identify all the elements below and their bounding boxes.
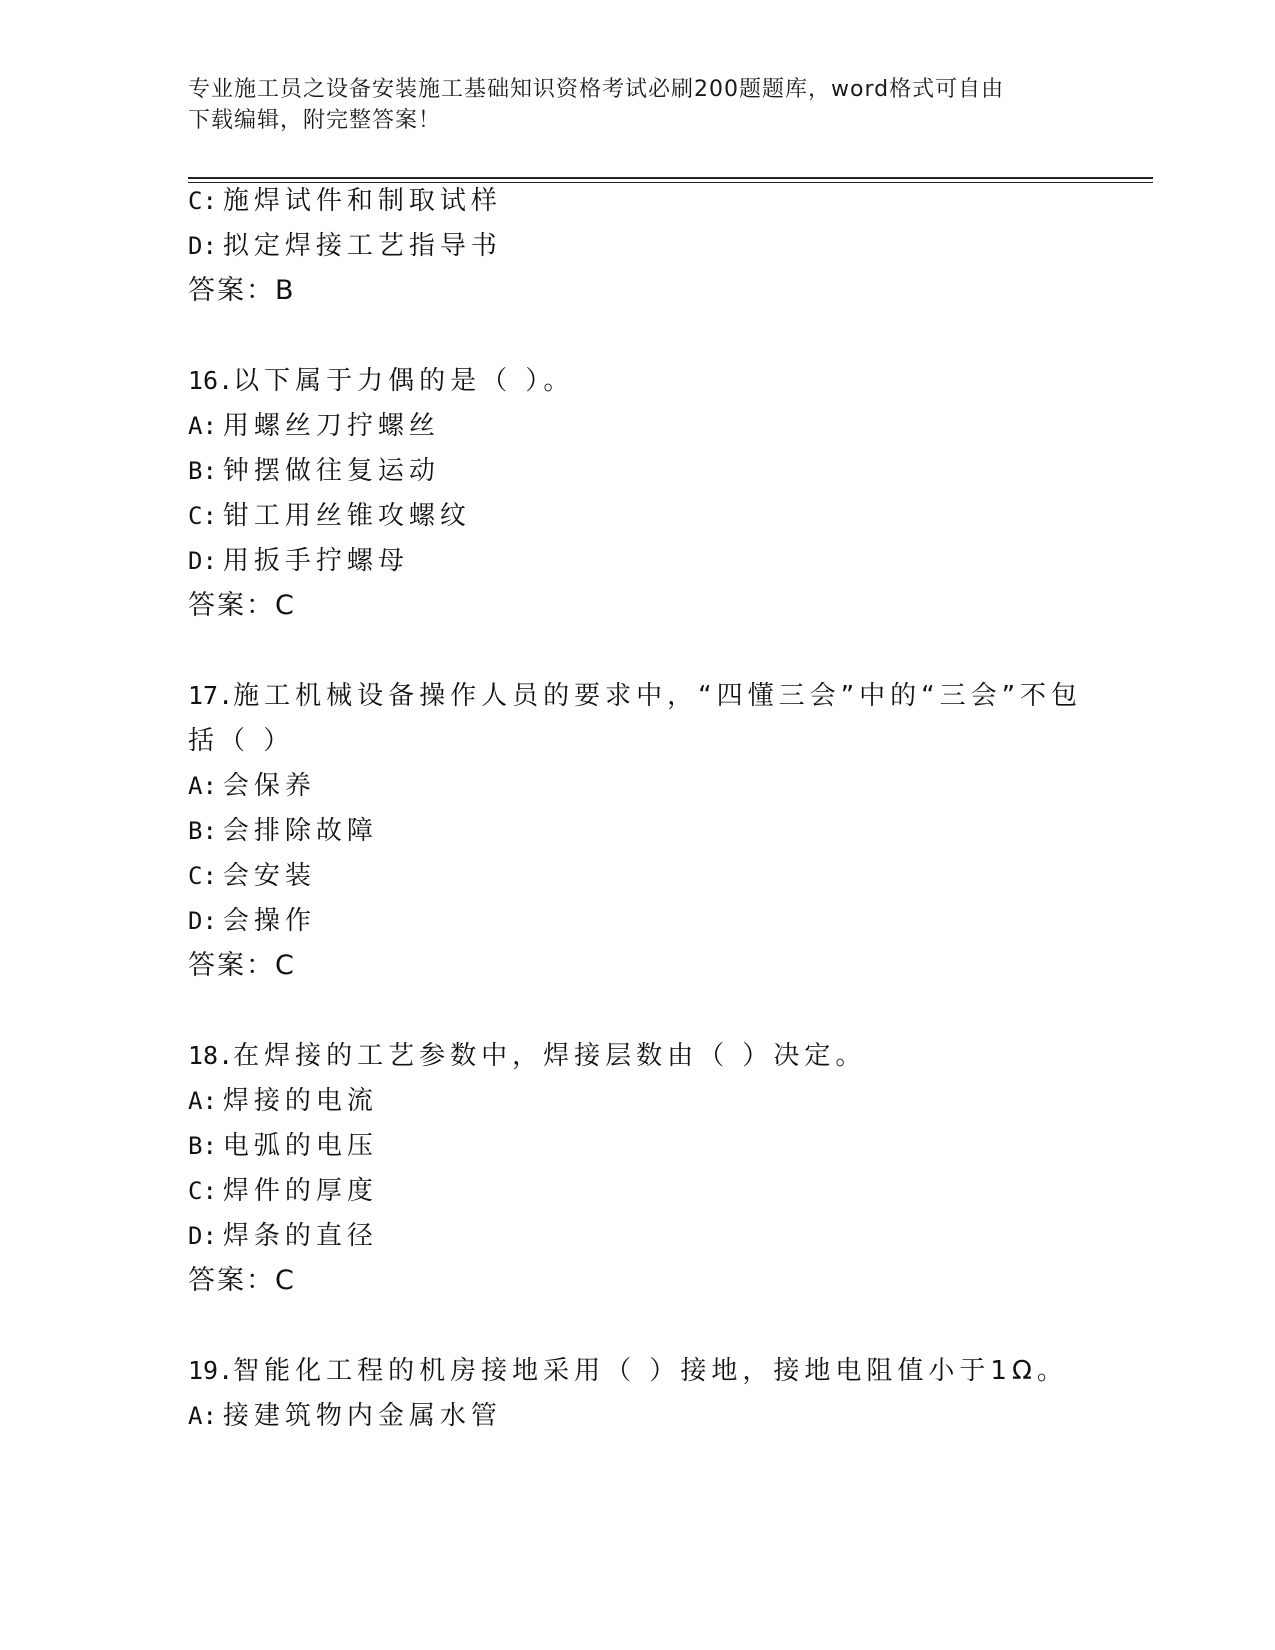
option-text: 会安装 — [222, 861, 316, 891]
q17-answer: 答案：C — [188, 950, 296, 981]
question-16 — [188, 364, 574, 398]
q17-option-a — [188, 769, 316, 803]
q18-option-d — [188, 1219, 378, 1253]
q17-option-c — [188, 859, 316, 893]
option-text: 钳工用丝锥攻螺纹 — [222, 501, 471, 531]
header-divider-thin — [188, 182, 1153, 183]
q16-option-a — [188, 409, 440, 443]
question-text: 施工机械设备操作人员的要求中，“四懂三会”中的“三会”不包 — [233, 681, 1083, 711]
option-label: A: — [188, 772, 217, 800]
option-text: 拟定焊接工艺指导书 — [222, 231, 502, 261]
prev-option-c — [188, 184, 502, 218]
q16-option-d — [188, 544, 409, 578]
q18-answer: 答案：C — [188, 1265, 296, 1296]
option-text: 会排除故障 — [222, 816, 378, 846]
option-label: A: — [188, 1087, 217, 1115]
option-text: 会保养 — [222, 771, 316, 801]
question-number: 16. — [188, 366, 234, 395]
header-divider-thick — [188, 177, 1153, 179]
q19-option-a — [188, 1399, 502, 1433]
option-text: 会操作 — [222, 906, 316, 936]
q16-option-b — [188, 454, 440, 488]
q18-option-a — [188, 1084, 378, 1118]
question-number: 17. — [188, 681, 234, 710]
option-text: 用螺丝刀拧螺丝 — [222, 411, 440, 441]
q17-option-b — [188, 814, 378, 848]
q16-answer: 答案：C — [188, 590, 296, 621]
option-text: 施焊试件和制取试样 — [222, 186, 502, 216]
question-19 — [188, 1354, 1068, 1388]
option-text: 接建筑物内金属水管 — [222, 1401, 502, 1431]
question-number: 19. — [188, 1356, 234, 1385]
option-text: 焊接的电流 — [222, 1086, 378, 1116]
option-label: B: — [188, 817, 217, 845]
option-label: C: — [188, 862, 217, 890]
option-text: 钟摆做往复运动 — [222, 456, 440, 486]
question-text: 以下属于力偶的是（ ）。 — [233, 366, 575, 396]
option-label: C: — [188, 187, 217, 215]
q17-option-d — [188, 904, 316, 938]
document-header — [188, 74, 1068, 136]
question-text: 在焊接的工艺参数中，焊接层数由（ ）决定。 — [233, 1041, 867, 1071]
option-label: B: — [188, 457, 217, 485]
option-label: D: — [188, 232, 217, 260]
q18-option-c — [188, 1174, 378, 1208]
option-label: A: — [188, 1402, 217, 1430]
question-17 — [188, 679, 1082, 713]
option-text: 焊件的厚度 — [222, 1176, 378, 1206]
option-text: 用扳手拧螺母 — [222, 546, 409, 576]
option-label: B: — [188, 1132, 217, 1160]
question-number: 18. — [188, 1041, 234, 1070]
prev-answer: 答案：B — [188, 275, 296, 306]
header-line-2: 下载编辑，附完整答案！ — [188, 108, 442, 133]
q16-option-c — [188, 499, 471, 533]
option-label: C: — [188, 1177, 217, 1205]
option-label: D: — [188, 1222, 217, 1250]
prev-option-d — [188, 229, 502, 263]
question-17-continued: 括（ ） — [188, 726, 295, 756]
option-label: A: — [188, 412, 217, 440]
option-label: D: — [188, 547, 217, 575]
header-line-1: 专业施工员之设备安装施工基础知识资格考试必刷200题题库，word格式可自由 — [188, 77, 1005, 102]
question-text: 智能化工程的机房接地采用（ ）接地，接地电阻值小于1Ω。 — [233, 1356, 1068, 1386]
option-label: D: — [188, 907, 217, 935]
q18-option-b — [188, 1129, 378, 1163]
option-text: 电弧的电压 — [222, 1131, 378, 1161]
option-label: C: — [188, 502, 217, 530]
question-18 — [188, 1039, 866, 1073]
option-text: 焊条的直径 — [222, 1221, 378, 1251]
